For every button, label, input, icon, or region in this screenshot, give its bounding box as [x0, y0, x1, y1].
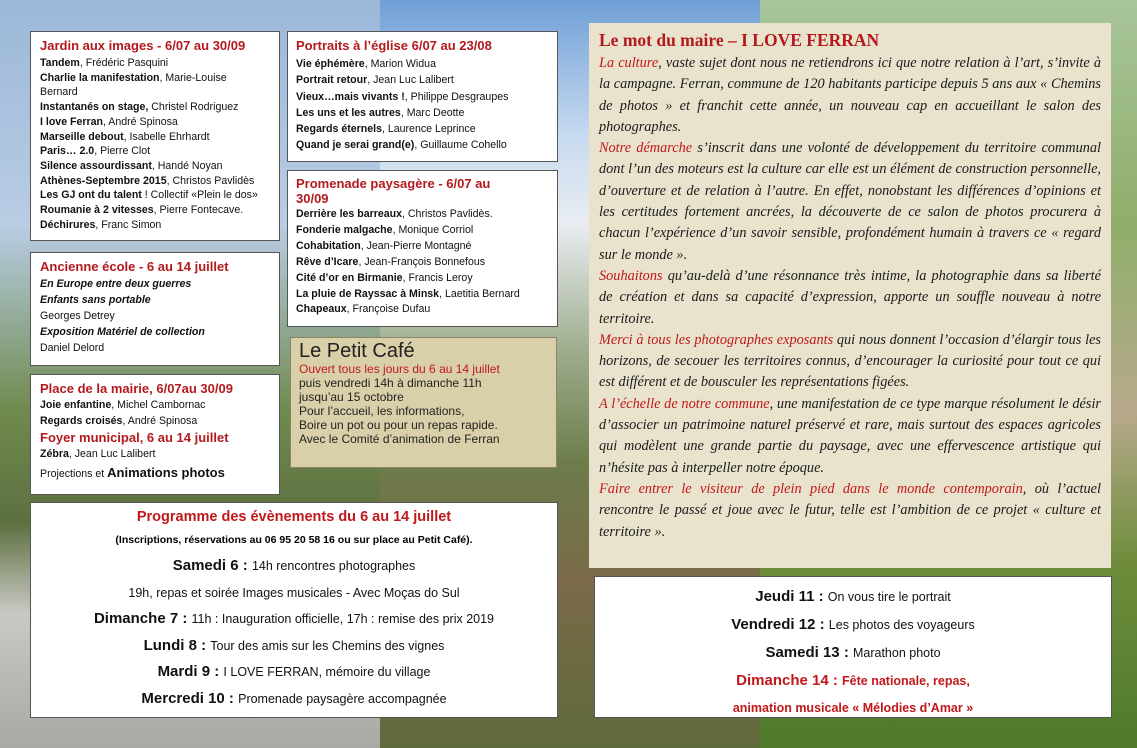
list-item [40, 188, 279, 203]
list-item-title: Quand je serai grand(e) [296, 139, 415, 152]
mot-p3 [599, 266, 1101, 330]
list-item-author: , Christos Pavlidès [166, 174, 255, 187]
mot-p1-highlight: La culture [599, 55, 659, 71]
mot-p2-highlight: Notre démarche [599, 140, 693, 157]
promenade-title-1: Promenade paysagère - 6/07 au [296, 176, 491, 191]
programme-day: Jeudi 11 : [755, 588, 828, 605]
ecole-box [30, 252, 280, 366]
programme-row [31, 686, 557, 713]
programme-day: Samedi 6 : [172, 557, 252, 574]
list-item-title: Vieux…mais vivants ! [296, 90, 405, 103]
foyer-title: Foyer municipal, 6 au 14 juillet [40, 430, 229, 445]
list-item-author: , Isabelle Ehrhardt [123, 130, 210, 143]
list-item [40, 100, 279, 115]
list-item [40, 71, 279, 86]
mot-p2 [599, 138, 1101, 266]
list-item [40, 218, 279, 233]
list-item-title: Tandem [40, 57, 80, 69]
list-item-title: La pluie de Rayssac à Minsk [296, 287, 440, 300]
list-item [296, 137, 557, 153]
programme-note: (Inscriptions, réservations au 06 95 20 58 16 ou sur place au Petit Café). [115, 534, 473, 546]
programme-event: I LOVE FERRAN, mémoire du village [223, 665, 431, 679]
programme-day: Mardi 9 : [157, 663, 224, 680]
list-item-author: , Jean Luc Lalibert [367, 74, 454, 87]
mot-p3-highlight: Souhaitons [599, 267, 663, 284]
programme-event: Tour des amis sur les Chemins des vignes [210, 638, 445, 653]
programme-day: Mercredi 10 : [141, 689, 239, 707]
list-item [296, 105, 557, 121]
list-item-title: Paris… 2.0 [40, 145, 95, 158]
mot-p1-text: , vaste sujet dont nous ne retiendrons ici que notre relation à l’art, s’invite à la campagne. Ferran, commune de 120 habitants participe depuis 5 ans aux « Chemins de photos » et franchit cette année, un nouveau cap en accueillant le salon des photographes. [599, 55, 1101, 135]
list-item-author: , Jean-François Bonnefous [358, 255, 486, 268]
list-item-author: , Handé Noyan [151, 159, 223, 172]
list-item [40, 56, 279, 71]
programme-event: Promenade paysagère accompagnée [238, 691, 447, 706]
list-item [40, 159, 279, 174]
list-item [40, 144, 279, 159]
programme-event: 11h : Inauguration officielle, 17h : remise des prix 2019 [191, 612, 495, 626]
cafe-line-3: jusqu’au 15 octobre [299, 390, 404, 404]
list-item [296, 72, 557, 88]
list-item-title: Cohabitation [296, 239, 361, 252]
petit-cafe-box [290, 337, 557, 468]
ecole-line-1: En Europe entre deux guerres [40, 278, 192, 290]
list-item-author: Bernard [40, 86, 78, 99]
programme2-last: animation musicale « Mélodies d’Amar » [732, 701, 974, 715]
list-item-author: , Franc Simon [95, 218, 162, 231]
mot-p4-highlight: Merci à tous les photographes exposants [599, 331, 834, 348]
cafe-line-2: puis vendredi 14h à dimanche 11h [299, 376, 482, 390]
ecole-line-3: Georges Detrey [40, 310, 115, 322]
mot-p6-highlight: Faire entrer le visiteur de plein pied dans le monde contemporain [599, 480, 1023, 497]
list-item-author: , Marie-Louise [159, 71, 227, 84]
mot-p1 [599, 53, 1101, 138]
programme-event: Les photos des voyageurs [828, 618, 975, 632]
programme-row [595, 667, 1111, 695]
list-item-title: Joie enfantine [40, 399, 112, 411]
jardin-title: Jardin aux images - 6/07 au 30/09 [40, 38, 246, 53]
programme-day: Dimanche 14 : [736, 672, 843, 689]
list-item-author: ! Collectif «Plein le dos» [141, 189, 258, 202]
promenade-title-2: 30/09 [296, 191, 329, 206]
programme-row [31, 606, 557, 633]
jardin-list [40, 56, 279, 232]
list-item [40, 203, 279, 218]
list-item-title: Vie éphémère [296, 58, 365, 70]
programme-row [31, 553, 557, 580]
list-item [40, 398, 279, 414]
mot-p5 [599, 394, 1101, 479]
mot-p6 [599, 479, 1101, 543]
ecole-line-2: Enfants sans portable [40, 294, 151, 306]
list-item-author: , Francis Leroy [402, 271, 473, 284]
list-item-author: , Philippe Desgraupes [404, 90, 509, 103]
list-item-author: , Frédéric Pasquini [79, 57, 169, 69]
mairie-list [40, 398, 279, 429]
list-item [296, 89, 557, 105]
mot-p4 [599, 330, 1101, 394]
list-item [296, 56, 557, 72]
list-item-author: , Marion Widua [364, 58, 436, 70]
programme-row [31, 580, 557, 607]
mot-p5-text: , une manifestation de ce type marque résolument le désir d’associer un patrimoine naturel préservé et rare, mais surtout des espaces agricoles qui modèlent une grande partie du paysage, avec une effervescence artistique qui n’hésite pas à interpeller notre époque. [599, 395, 1101, 476]
list-item-author: , Christos Pavlidès. [402, 208, 493, 220]
list-item [296, 223, 557, 239]
programme-event: Marathon photo [852, 646, 941, 660]
projections-line [40, 466, 279, 482]
list-item-author: , Laetitia Bernard [439, 287, 520, 300]
foyer-item-bold: Zébra [40, 448, 69, 460]
cafe-line-1: Ouvert tous les jours du 6 au 14 juillet [299, 362, 500, 376]
programme-row [31, 633, 557, 660]
list-item [296, 255, 557, 271]
cafe-line-4: Pour l’accueil, les informations, [299, 404, 465, 418]
list-item [40, 85, 279, 100]
list-item-title: Marseille debout [40, 130, 124, 143]
mot-p2-text: s’inscrit dans une volonté de développement du territoire communal dont l’un des moteurs est la culture car elle est un élément de construction personnelle, d’ouverture et de relation à l’autre. En effet, nonobstant les différences d’opinions et les certitudes fortement ancrées, la découverte de ce salon de photos procurera à chacun l’expérience d’un savoir sensible, profondément humain à travers ce « regard sur le monde ». [599, 140, 1102, 263]
list-item [296, 287, 557, 303]
list-item-author: , André Spinosa [122, 414, 198, 427]
list-item-title: Athènes-Septembre 2015 [40, 174, 167, 187]
programme-day: Lundi 8 : [143, 636, 211, 654]
mot-du-maire [589, 23, 1111, 568]
cafe-title: Le Petit Café [299, 340, 415, 362]
programme-day: Dimanche 7 : [93, 610, 192, 627]
programme-day: Samedi 13 : [765, 644, 853, 661]
promenade-list [296, 207, 557, 318]
list-item-title: Fonderie malgache [296, 223, 393, 236]
foyer-item-rest: , Jean Luc Lalibert [68, 448, 156, 460]
cafe-line-6: Avec le Comité d’animation de Ferran [299, 432, 500, 446]
programme-event: 14h rencontres photographes [251, 559, 416, 573]
projections-text: Projections et [40, 467, 108, 480]
list-item-author: , Pierre Fontecave. [153, 204, 244, 217]
list-item-title: Regards éternels [296, 123, 382, 136]
animations-text: Animations photos [107, 464, 225, 480]
ecole-line-5: Daniel Delord [40, 342, 105, 354]
portraits-box [287, 31, 558, 162]
cafe-line-5: Boire un pot ou pour un repas rapide. [299, 418, 498, 432]
list-item-title: Charlie la manifestation [40, 71, 160, 84]
list-item [296, 121, 557, 137]
list-item-title: Rêve d’Icare [296, 255, 359, 268]
mot-p5-highlight: A l’échelle de notre commune [599, 395, 770, 412]
list-item-author: , Pierre Clot [94, 145, 151, 158]
list-item [296, 239, 557, 255]
programme2-rows [595, 583, 1111, 695]
list-item-title: Chapeaux [296, 303, 347, 316]
mot-p4-text: qui nous donnent l’occasion d’élargir tous les horizons, de secouer les territoires connus, d’encourager la curiosité pour tout ce qui est différent et de bousculer les représentations figées. [599, 331, 1101, 391]
list-item-title: Silence assourdissant [40, 159, 152, 172]
jardin-box [30, 31, 280, 241]
programme-row [31, 659, 557, 686]
list-item-author: , Jean-Pierre Montagné [360, 239, 472, 252]
list-item-author: , Marc Deotte [400, 106, 465, 119]
mot-p3-text: qu’au-delà d’une résonnance très intime, la photographie dans sa liberté de création et dans sa capacité d’expression, apporte un souffle nouveau à notre territoire. [599, 267, 1101, 327]
promenade-box [287, 170, 558, 327]
portraits-title: Portraits à l’église 6/07 au 23/08 [296, 38, 492, 53]
list-item [40, 414, 279, 430]
list-item-title: Les uns et les autres [296, 106, 401, 119]
list-item [296, 271, 557, 287]
programme-row [595, 583, 1111, 611]
list-item-author: , Monique Corriol [392, 223, 474, 236]
programme-event: 19h, repas et soirée Images musicales - Avec Moças do Sul [128, 585, 460, 600]
programme-title: Programme des évènements du 6 au 14 juillet [136, 509, 452, 525]
foyer-item [40, 447, 279, 462]
mairie-box [30, 374, 280, 495]
programme-day: Vendredi 12 : [731, 616, 829, 633]
programme-event: Fête nationale, repas, [842, 674, 970, 688]
list-item-author: , Laurence Leprince [381, 123, 476, 136]
list-item [40, 130, 279, 145]
list-item [40, 115, 279, 130]
list-item-title: I love Ferran [40, 115, 103, 128]
programme-event: On vous tire le portrait [827, 590, 951, 604]
list-item-title: Portrait retour [296, 74, 368, 87]
list-item [296, 207, 557, 223]
programme-row [595, 611, 1111, 639]
programme-row [595, 639, 1111, 667]
mairie-title: Place de la mairie, 6/07au 30/09 [40, 381, 233, 396]
list-item-title: Derrière les barreaux [296, 208, 403, 220]
list-item-author: , André Spinosa [103, 115, 178, 128]
mot-p6-text: , où l’actuel rencontre le passé et joue avec le futur, telle est l’ambition de ce projet « culture et territoire ». [599, 480, 1101, 540]
list-item [296, 302, 557, 318]
list-item-title: Roumanie à 2 vitesses [40, 204, 154, 217]
list-item-title: Les GJ ont du talent [40, 189, 142, 202]
list-item-title: Instantanés on stage, [40, 101, 149, 114]
mot-title: Le mot du maire – I LOVE FERRAN [599, 30, 880, 50]
portraits-list [296, 56, 557, 154]
list-item-author: , Michel Cambornac [111, 399, 206, 411]
list-item-author: , Guillaume Cohello [414, 139, 507, 152]
list-item-title: Déchirures [40, 218, 96, 231]
programme-box [30, 502, 558, 718]
programme-rows [31, 553, 557, 712]
list-item-author: , Françoise Dufau [346, 303, 431, 316]
list-item [40, 174, 279, 189]
list-item-title: Regards croisés [40, 414, 123, 427]
ecole-title: Ancienne école - 6 au 14 juillet [40, 259, 229, 274]
programme2-box [594, 576, 1112, 718]
list-item-title: Cité d’or en Birmanie [296, 271, 403, 284]
list-item-author: Christel Rodriguez [148, 101, 239, 114]
ecole-line-4: Exposition Matériel de collection [40, 326, 205, 338]
